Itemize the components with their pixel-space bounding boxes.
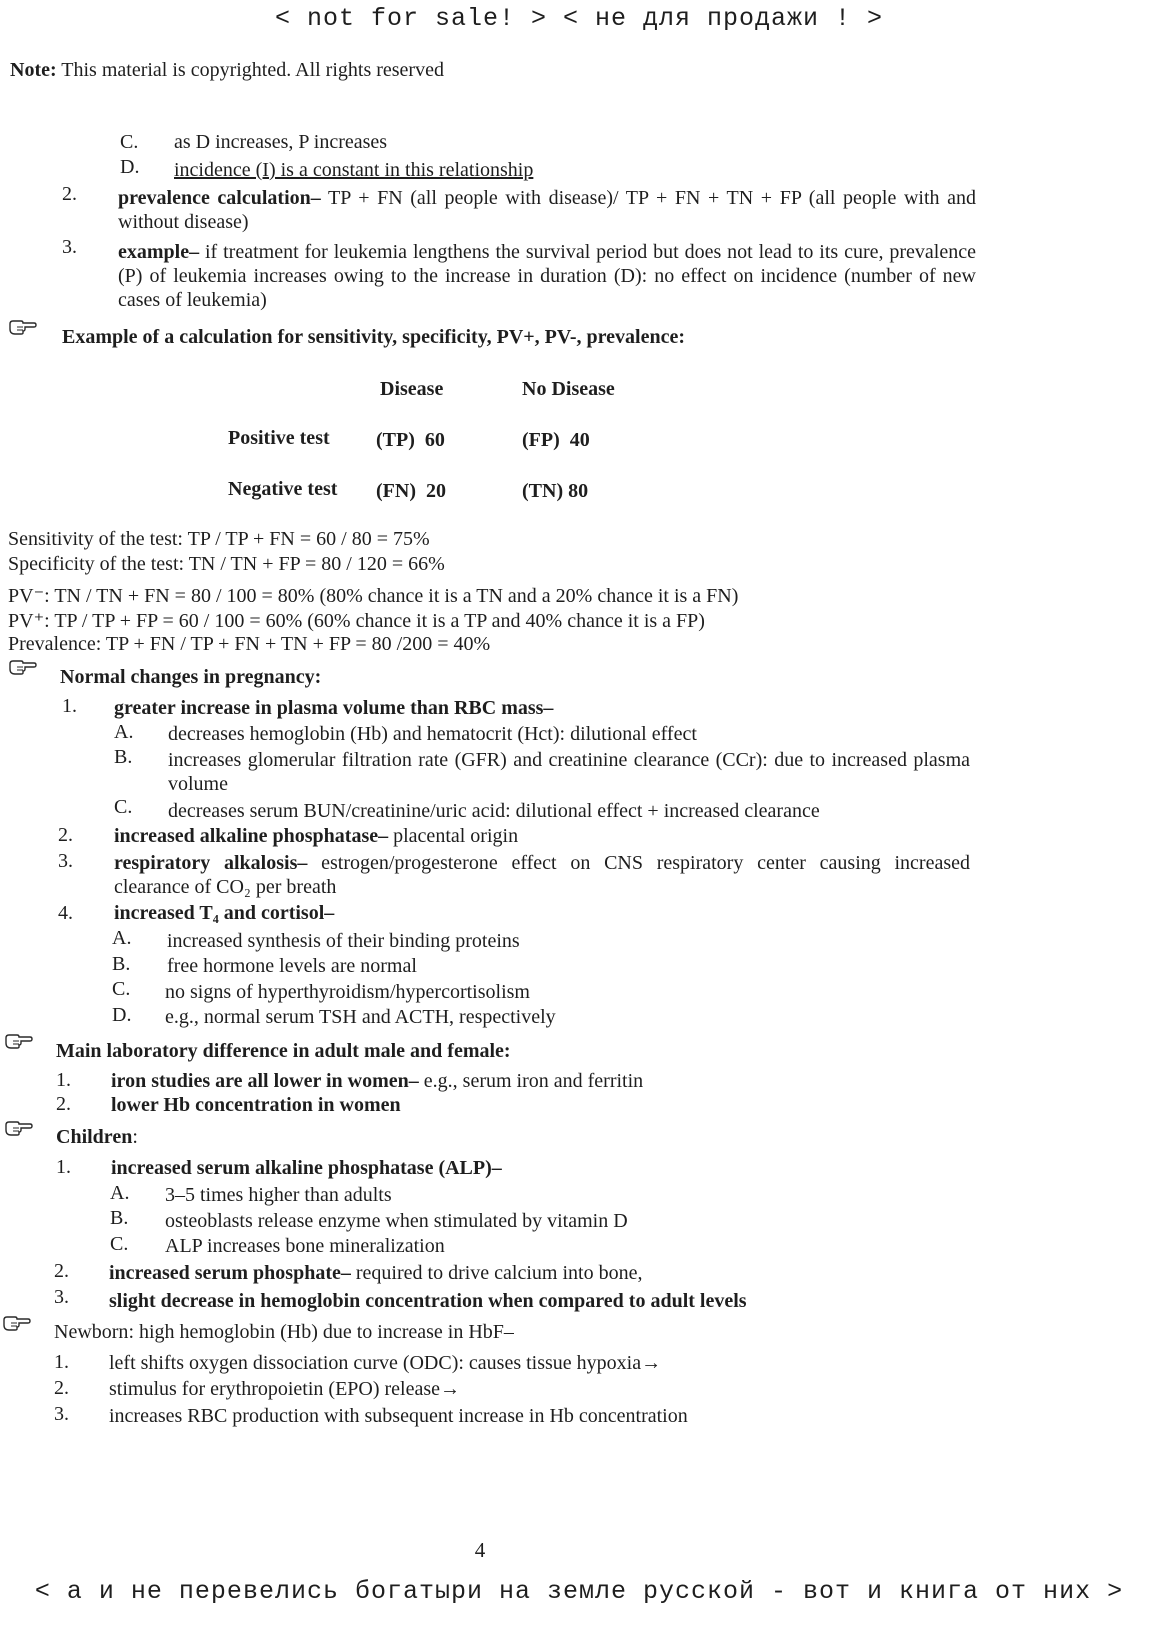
plasma-volume-item: greater increase in plasma volume than RBC mass– (114, 697, 554, 719)
header-banner: < not for sale! > < не для продажи ! > (274, 4, 884, 33)
list-marker: 2. (56, 1093, 71, 1115)
list-item: increased synthesis of their binding proteins (167, 930, 520, 952)
cell-fp: (FP) 40 (522, 429, 590, 451)
iron-studies-item: iron studies are all lower in women– e.g., serum iron and ferritin (111, 1070, 644, 1092)
list-marker: 1. (56, 1069, 71, 1091)
list-item: ALP increases bone mineralization (165, 1235, 445, 1257)
hemoglobin-decrease-item: slight decrease in hemoglobin concentration when compared to adult levels (109, 1290, 747, 1312)
list-marker: 2. (54, 1377, 69, 1399)
list-item: incidence (I) is a constant in this relationship (174, 159, 534, 181)
list-marker: B. (114, 746, 133, 768)
pointing-hand-icon (8, 658, 38, 676)
specificity-line: Specificity of the test: TN / TN + FP = 80 / 120 = 66% (8, 553, 445, 575)
children-heading: Children: (56, 1126, 138, 1148)
list-item: decreases hemoglobin (Hb) and hematocrit (Hct): dilutional effect (168, 723, 697, 745)
list-marker: 4. (58, 902, 73, 924)
col-header-disease: Disease (380, 378, 444, 400)
list-item: osteoblasts release enzyme when stimulated by vitamin D (165, 1210, 628, 1232)
cell-tn: (TN) 80 (522, 480, 589, 502)
list-item: 3–5 times higher than adults (165, 1184, 392, 1206)
cell-tp: (TP) 60 (376, 429, 445, 451)
list-marker: 2. (62, 183, 77, 205)
note-label: Note: (10, 59, 57, 81)
list-marker: C. (114, 796, 133, 818)
cell-fn: (FN) 20 (376, 480, 446, 502)
list-marker: D. (120, 156, 140, 178)
alkaline-phosphatase-item: increased alkaline phosphatase– placental origin (114, 825, 519, 847)
respiratory-alkalosis-item: respiratory alkalosis– estrogen/progesterone effect on CNS respiratory center causing increased clearance of CO₂ per breath (114, 852, 970, 898)
list-item: left shifts oxygen dissociation curve (ODC): causes tissue hypoxia→ (109, 1352, 662, 1374)
t4-cortisol-item: increased T₄ and cortisol– (114, 902, 335, 924)
list-marker: B. (110, 1207, 129, 1229)
list-marker: A. (114, 721, 134, 743)
pointing-hand-icon (8, 318, 38, 336)
hb-concentration-item: lower Hb concentration in women (111, 1094, 401, 1116)
list-marker: C. (110, 1233, 129, 1255)
list-marker: 3. (54, 1286, 69, 1308)
pointing-hand-icon (4, 1032, 34, 1050)
prevalence-calculation: prevalence calculation– TP + FN (all people with disease)/ TP + FN + TN + FP (all people with and without disease) (118, 187, 976, 233)
lab-difference-heading: Main laboratory difference in adult male and female: (56, 1040, 511, 1062)
list-marker: C. (112, 978, 131, 1000)
col-header-no-disease: No Disease (522, 378, 615, 400)
prevalence-line: Prevalence: TP + FN / TP + FN + TN + FP = 80 /200 = 40% (8, 633, 491, 655)
page-number: 4 (474, 1538, 486, 1562)
list-marker: C. (120, 131, 139, 153)
example-heading: Example of a calculation for sensitivity, specificity, PV+, PV-, prevalence: (62, 326, 685, 348)
list-marker: A. (110, 1182, 130, 1204)
list-marker: 2. (54, 1260, 69, 1282)
list-item: as D increases, P increases (174, 131, 388, 153)
leukemia-example: example– if treatment for leukemia lengthens the survival period but does not lead to its cure, prevalence (P) of leukemia increases owing to the increase in duration (D): no effect on incidence (number of new cases of leukemia) (118, 241, 976, 311)
list-item: stimulus for erythropoietin (EPO) release→ (109, 1378, 461, 1400)
footer-banner: < а и не перевелись богатыри на земле русской - вот и книга от них > (34, 1577, 1124, 1606)
row-label-positive: Positive test (228, 427, 330, 449)
list-marker: 1. (62, 695, 77, 717)
list-marker: 3. (54, 1403, 69, 1425)
list-marker: 3. (62, 236, 77, 258)
newborn-heading: Newborn: high hemoglobin (Hb) due to increase in HbF– (54, 1321, 514, 1343)
pv-positive-line: PV⁺: TP / TP + FP = 60 / 100 = 60% (60% chance it is a TP and 40% chance it is a FP) (8, 610, 705, 632)
list-item: free hormone levels are normal (167, 955, 417, 977)
copyright-note (10, 58, 444, 82)
list-marker: B. (112, 953, 131, 975)
row-label-negative: Negative test (228, 478, 338, 500)
list-item: increases glomerular filtration rate (GFR) and creatinine clearance (CCr): due to increased plasma volume (168, 749, 970, 795)
note-text: This material is copyrighted. All rights reserved (61, 59, 444, 81)
list-marker: D. (112, 1004, 132, 1026)
list-marker: 2. (58, 824, 73, 846)
pregnancy-heading: Normal changes in pregnancy: (60, 666, 322, 688)
alp-item: increased serum alkaline phosphatase (ALP)– (111, 1157, 502, 1179)
pointing-hand-icon (4, 1119, 34, 1137)
list-marker: A. (112, 927, 132, 949)
list-item: decreases serum BUN/creatinine/uric acid: dilutional effect + increased clearance (168, 800, 820, 822)
list-item: no signs of hyperthyroidism/hypercortisolism (165, 981, 530, 1003)
list-item: increases RBC production with subsequent increase in Hb concentration (109, 1405, 688, 1427)
list-marker: 3. (58, 850, 73, 872)
pointing-hand-icon (2, 1314, 32, 1332)
phosphate-item: increased serum phosphate– required to drive calcium into bone, (109, 1262, 643, 1284)
list-marker: 1. (54, 1351, 69, 1373)
list-marker: 1. (56, 1156, 71, 1178)
pv-negative-line: PV⁻: TN / TN + FN = 80 / 100 = 80% (80% chance it is a TN and a 20% chance it is a FN) (8, 585, 739, 607)
sensitivity-line: Sensitivity of the test: TP / TP + FN = 60 / 80 = 75% (8, 528, 430, 550)
list-item: e.g., normal serum TSH and ACTH, respectively (165, 1006, 556, 1028)
